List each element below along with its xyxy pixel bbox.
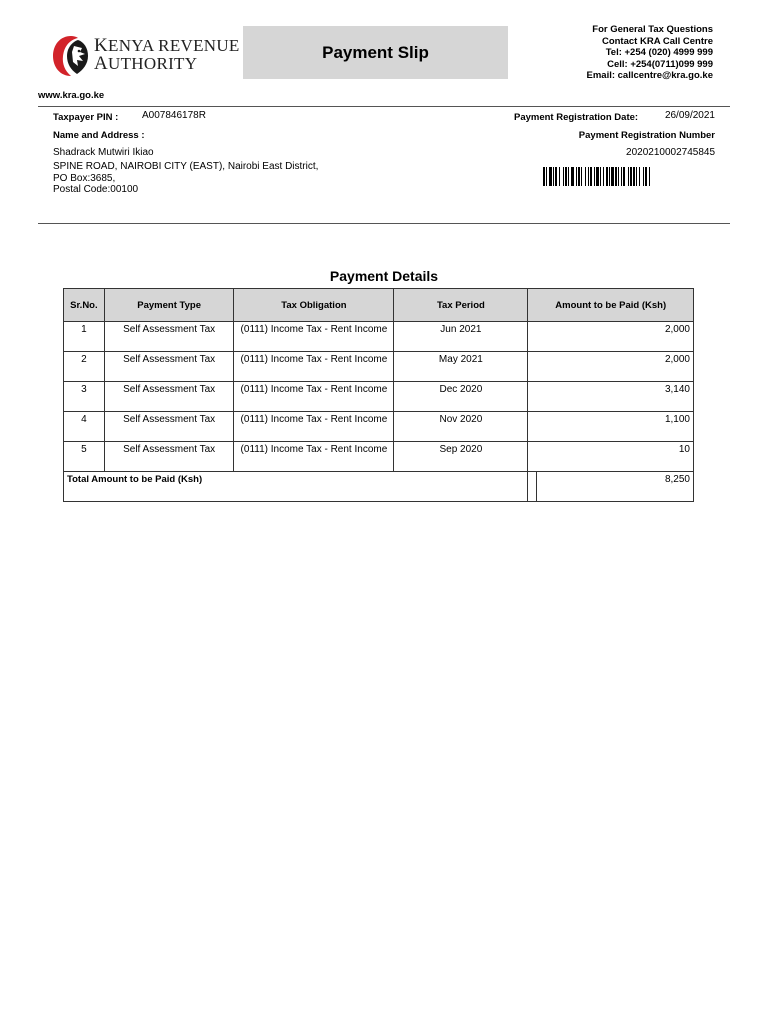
cell-tax-obligation: (0111) Income Tax - Rent Income xyxy=(234,322,394,352)
address-line: PO Box:3685, xyxy=(53,172,116,184)
cell-tax-obligation: (0111) Income Tax - Rent Income xyxy=(234,382,394,412)
registration-number-label: Payment Registration Number xyxy=(578,130,715,141)
cell-amount: 2,000 xyxy=(528,322,694,352)
cell-tax-period: Dec 2020 xyxy=(394,382,528,412)
cell-sr-no: 5 xyxy=(64,442,105,472)
taxpayer-name: Shadrack Mutwiri Ikiao xyxy=(53,147,154,158)
column-header: Sr.No. xyxy=(64,289,105,322)
total-row xyxy=(64,472,694,502)
address-line: SPINE ROAD, NAIROBI CITY (EAST), Nairobi East District, xyxy=(53,161,319,172)
column-header: Tax Obligation xyxy=(234,289,394,322)
contact-line: For General Tax Questions xyxy=(592,24,713,35)
taxpayer-address xyxy=(53,161,318,196)
cell-payment-type: Self Assessment Tax xyxy=(104,412,234,442)
cell-tax-obligation: (0111) Income Tax - Rent Income xyxy=(234,352,394,382)
kra-lion-logo-icon xyxy=(52,34,90,78)
cell-sr-no: 2 xyxy=(64,352,105,382)
total-label: Total Amount to be Paid (Ksh) xyxy=(64,472,528,502)
contact-cell: Cell: +254(0711)099 999 xyxy=(607,58,713,70)
name-address-label: Name and Address : xyxy=(53,130,145,141)
cell-sr-no: 4 xyxy=(64,412,105,442)
page-title: Payment Slip xyxy=(243,26,508,79)
table-row xyxy=(64,352,694,382)
taxpayer-pin-value: A007846178R xyxy=(142,110,206,121)
cell-payment-type: Self Assessment Tax xyxy=(104,322,234,352)
table-header-row xyxy=(64,289,694,322)
contact-block xyxy=(587,24,714,82)
table-row xyxy=(64,442,694,472)
table-row xyxy=(64,322,694,352)
registration-date-label: Payment Registration Date: xyxy=(514,112,639,123)
org-name-line-1: ENYA REVENUE xyxy=(108,36,240,55)
cell-payment-type: Self Assessment Tax xyxy=(104,442,234,472)
cell-tax-period: Jun 2021 xyxy=(394,322,528,352)
column-header: Payment Type xyxy=(104,289,234,322)
cell-amount: 2,000 xyxy=(528,352,694,382)
table-row xyxy=(64,382,694,412)
contact-line: Contact KRA Call Centre xyxy=(601,35,713,47)
cell-tax-obligation: (0111) Income Tax - Rent Income xyxy=(234,412,394,442)
contact-email: Email: callcentre@kra.go.ke xyxy=(586,70,713,81)
cell-amount: 10 xyxy=(528,442,694,472)
cell-tax-period: Nov 2020 xyxy=(394,412,528,442)
website-link[interactable]: www.kra.go.ke xyxy=(38,90,105,101)
cell-tax-period: Sep 2020 xyxy=(394,442,528,472)
cell-tax-period: May 2021 xyxy=(394,352,528,382)
cell-sr-no: 3 xyxy=(64,382,105,412)
table-row xyxy=(64,412,694,442)
total-value: 8,250 xyxy=(537,472,694,502)
payment-details-title: Payment Details xyxy=(329,268,439,284)
cell-amount: 3,140 xyxy=(528,382,694,412)
org-name-line-2: UTHORITY xyxy=(108,54,198,73)
column-header: Amount to be Paid (Ksh) xyxy=(528,289,694,322)
address-line: Postal Code:00100 xyxy=(53,184,139,195)
registration-number-value: 2020210002745845 xyxy=(626,147,715,158)
divider xyxy=(38,106,730,107)
org-name-cap-2: A xyxy=(94,53,109,74)
column-header: Tax Period xyxy=(394,289,528,322)
cell-tax-obligation: (0111) Income Tax - Rent Income xyxy=(234,442,394,472)
barcode-icon xyxy=(543,167,704,186)
cell-payment-type: Self Assessment Tax xyxy=(104,352,234,382)
cell-payment-type: Self Assessment Tax xyxy=(104,382,234,412)
cell-gap xyxy=(528,472,537,502)
org-name-cap-1: K xyxy=(94,35,109,56)
cell-sr-no: 1 xyxy=(64,322,105,352)
cell-amount: 1,100 xyxy=(528,412,694,442)
registration-date-value: 26/09/2021 xyxy=(664,110,715,121)
payment-details-table xyxy=(63,288,694,502)
divider xyxy=(38,223,730,224)
taxpayer-pin-label: Taxpayer PIN : xyxy=(53,112,119,123)
kra-logo xyxy=(52,34,242,80)
contact-phone: Tel: +254 (020) 4999 999 xyxy=(605,47,713,58)
